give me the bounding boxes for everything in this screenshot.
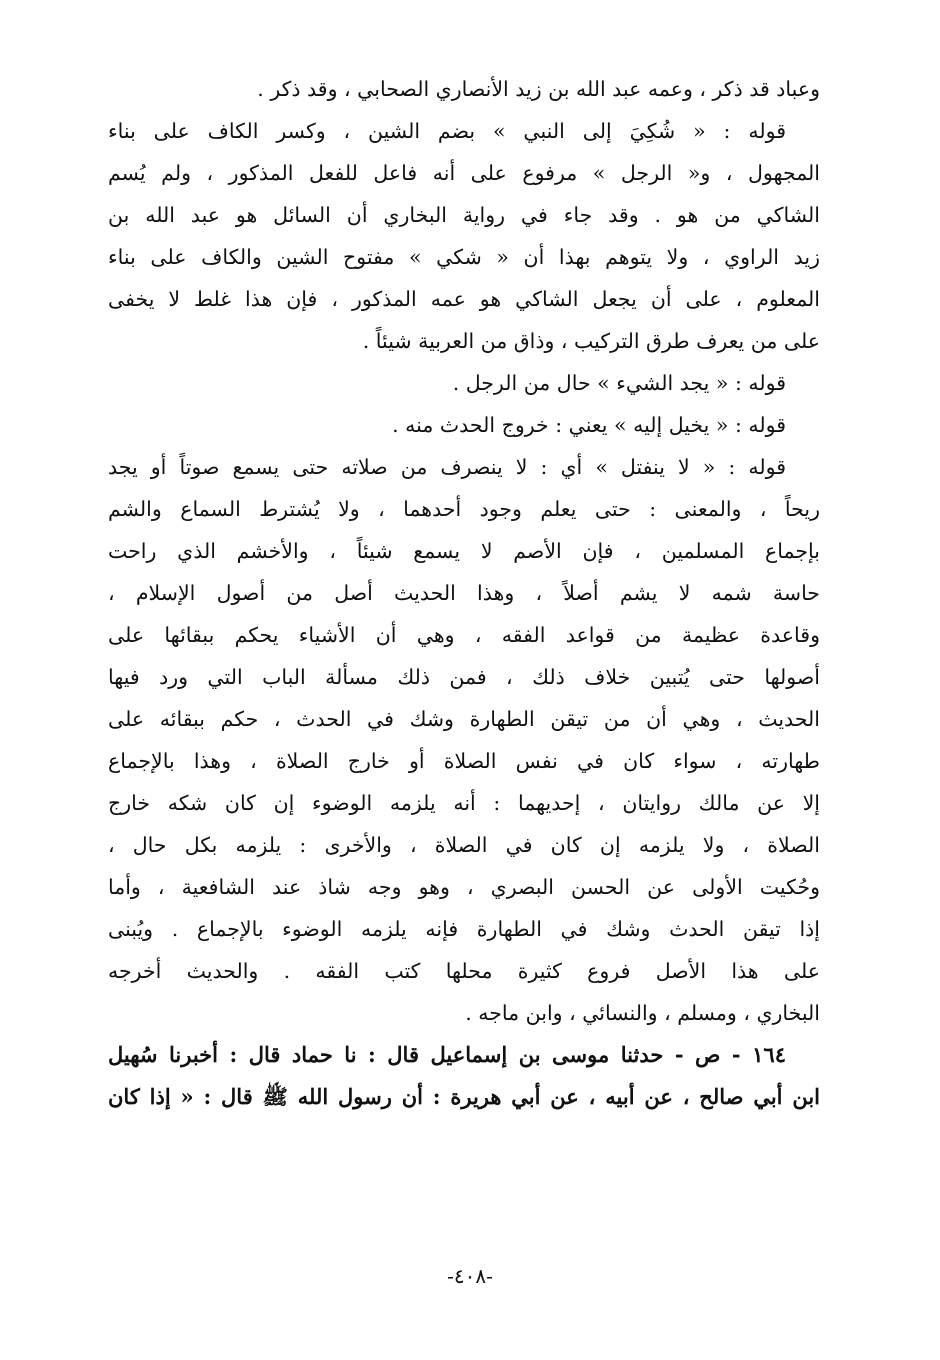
document-page bbox=[108, 68, 820, 1118]
text-line: البخاري ، ومسلم ، والنسائي ، وابن ماجه . bbox=[465, 1001, 820, 1025]
paragraph-la-yanfatil bbox=[108, 446, 820, 1034]
paragraph-yajid bbox=[108, 362, 820, 404]
text-line: الشاكي من هو . وقد جاء في رواية البخاري أن السائل هو عبد الله بن bbox=[108, 203, 820, 227]
text-line: قوله : « شُكِيَ إلى النبي » بضم الشين ، وكسر الكاف على بناء bbox=[108, 119, 786, 143]
text-line: وعباد قد ذكر ، وعمه عبد الله بن زيد الأنصاري الصحابي ، وقد ذكر . bbox=[257, 77, 820, 101]
text-line: على هذا الأصل فروع كثيرة محلها كتب الفقه . والحديث أخرجه bbox=[108, 959, 820, 983]
text-line: قوله : « يخيل إليه » يعني : خروج الحدث منه . bbox=[392, 413, 786, 437]
text-line: أصولها حتى يُتبين خلاف ذلك ، فمن ذلك مسألة الباب التي ورد فيها bbox=[108, 665, 820, 689]
text-line: زيد الراوي ، ولا يتوهم بهذا أن « شكي » مفتوح الشين والكاف على بناء bbox=[108, 245, 820, 269]
hadith-line: ١٦٤ - ص - حدثنا موسى بن إسماعيل قال : نا حماد قال : أخبرنا سُهيل bbox=[108, 1042, 786, 1067]
text-line: وقاعدة عظيمة من قواعد الفقه ، وهي أن الأشياء يحكم ببقائها على bbox=[108, 623, 820, 647]
text-line: الصلاة ، ولا يلزمه إن كان في الصلاة ، والأخرى : يلزمه بكل حال ، bbox=[108, 833, 820, 857]
text-line: المجهول ، و« الرجل » مرفوع على أنه فاعل للفعل المذكور ، ولم يُسم bbox=[108, 161, 820, 185]
text-line: طهارته ، سواء كان في نفس الصلاة أو خارج الصلاة ، وهذا بالإجماع bbox=[108, 749, 820, 773]
text-line: ريحاً ، والمعنى : حتى يعلم وجود أحدهما ، ولا يُشترط السماع والشم bbox=[108, 497, 820, 521]
hadith-line: ابن أبي صالح ، عن أبيه ، عن أبي هريرة : أن رسول الله ﷺ قال : « إذا كان bbox=[108, 1084, 820, 1109]
text-line: إذا تيقن الحدث وشك في الطهارة فإنه يلزمه الوضوء بالإجماع . ويُبنى bbox=[108, 917, 820, 941]
paragraph-shukiya bbox=[108, 110, 820, 362]
text-line: بإجماع المسلمين ، فإن الأصم لا يسمع شيئاً ، والأخشم الذي راحت bbox=[108, 539, 820, 563]
text-line: قوله : « لا ينفتل » أي : لا ينصرف من صلاته حتى يسمع صوتاً أو يجد bbox=[108, 455, 786, 479]
hadith-164 bbox=[108, 1034, 820, 1118]
text-line: على من يعرف طرق التركيب ، وذاق من العربية شيئاً . bbox=[362, 329, 820, 353]
paragraph-intro bbox=[108, 68, 820, 110]
paragraph-yukhayyal bbox=[108, 404, 820, 446]
text-line: المعلوم ، على أن يجعل الشاكي هو عمه المذكور ، فإن هذا غلط لا يخفى bbox=[108, 287, 820, 311]
text-line: قوله : « يجد الشيء » حال من الرجل . bbox=[452, 371, 786, 395]
text-line: الحديث ، وهي أن من تيقن الطهارة وشك في الحدث ، حكم ببقائه على bbox=[108, 707, 820, 731]
text-line: وحُكيت الأولى عن الحسن البصري ، وهو وجه شاذ عند الشافعية ، وأما bbox=[108, 875, 820, 899]
text-line: حاسة شمه لا يشم أصلاً ، وهذا الحديث أصل من أصول الإسلام ، bbox=[108, 581, 820, 605]
page-number: -٤٠٨- bbox=[447, 1264, 493, 1288]
text-line: إلا عن مالك روايتان ، إحديهما : أنه يلزمه الوضوء إن كان شكه خارج bbox=[108, 791, 820, 815]
